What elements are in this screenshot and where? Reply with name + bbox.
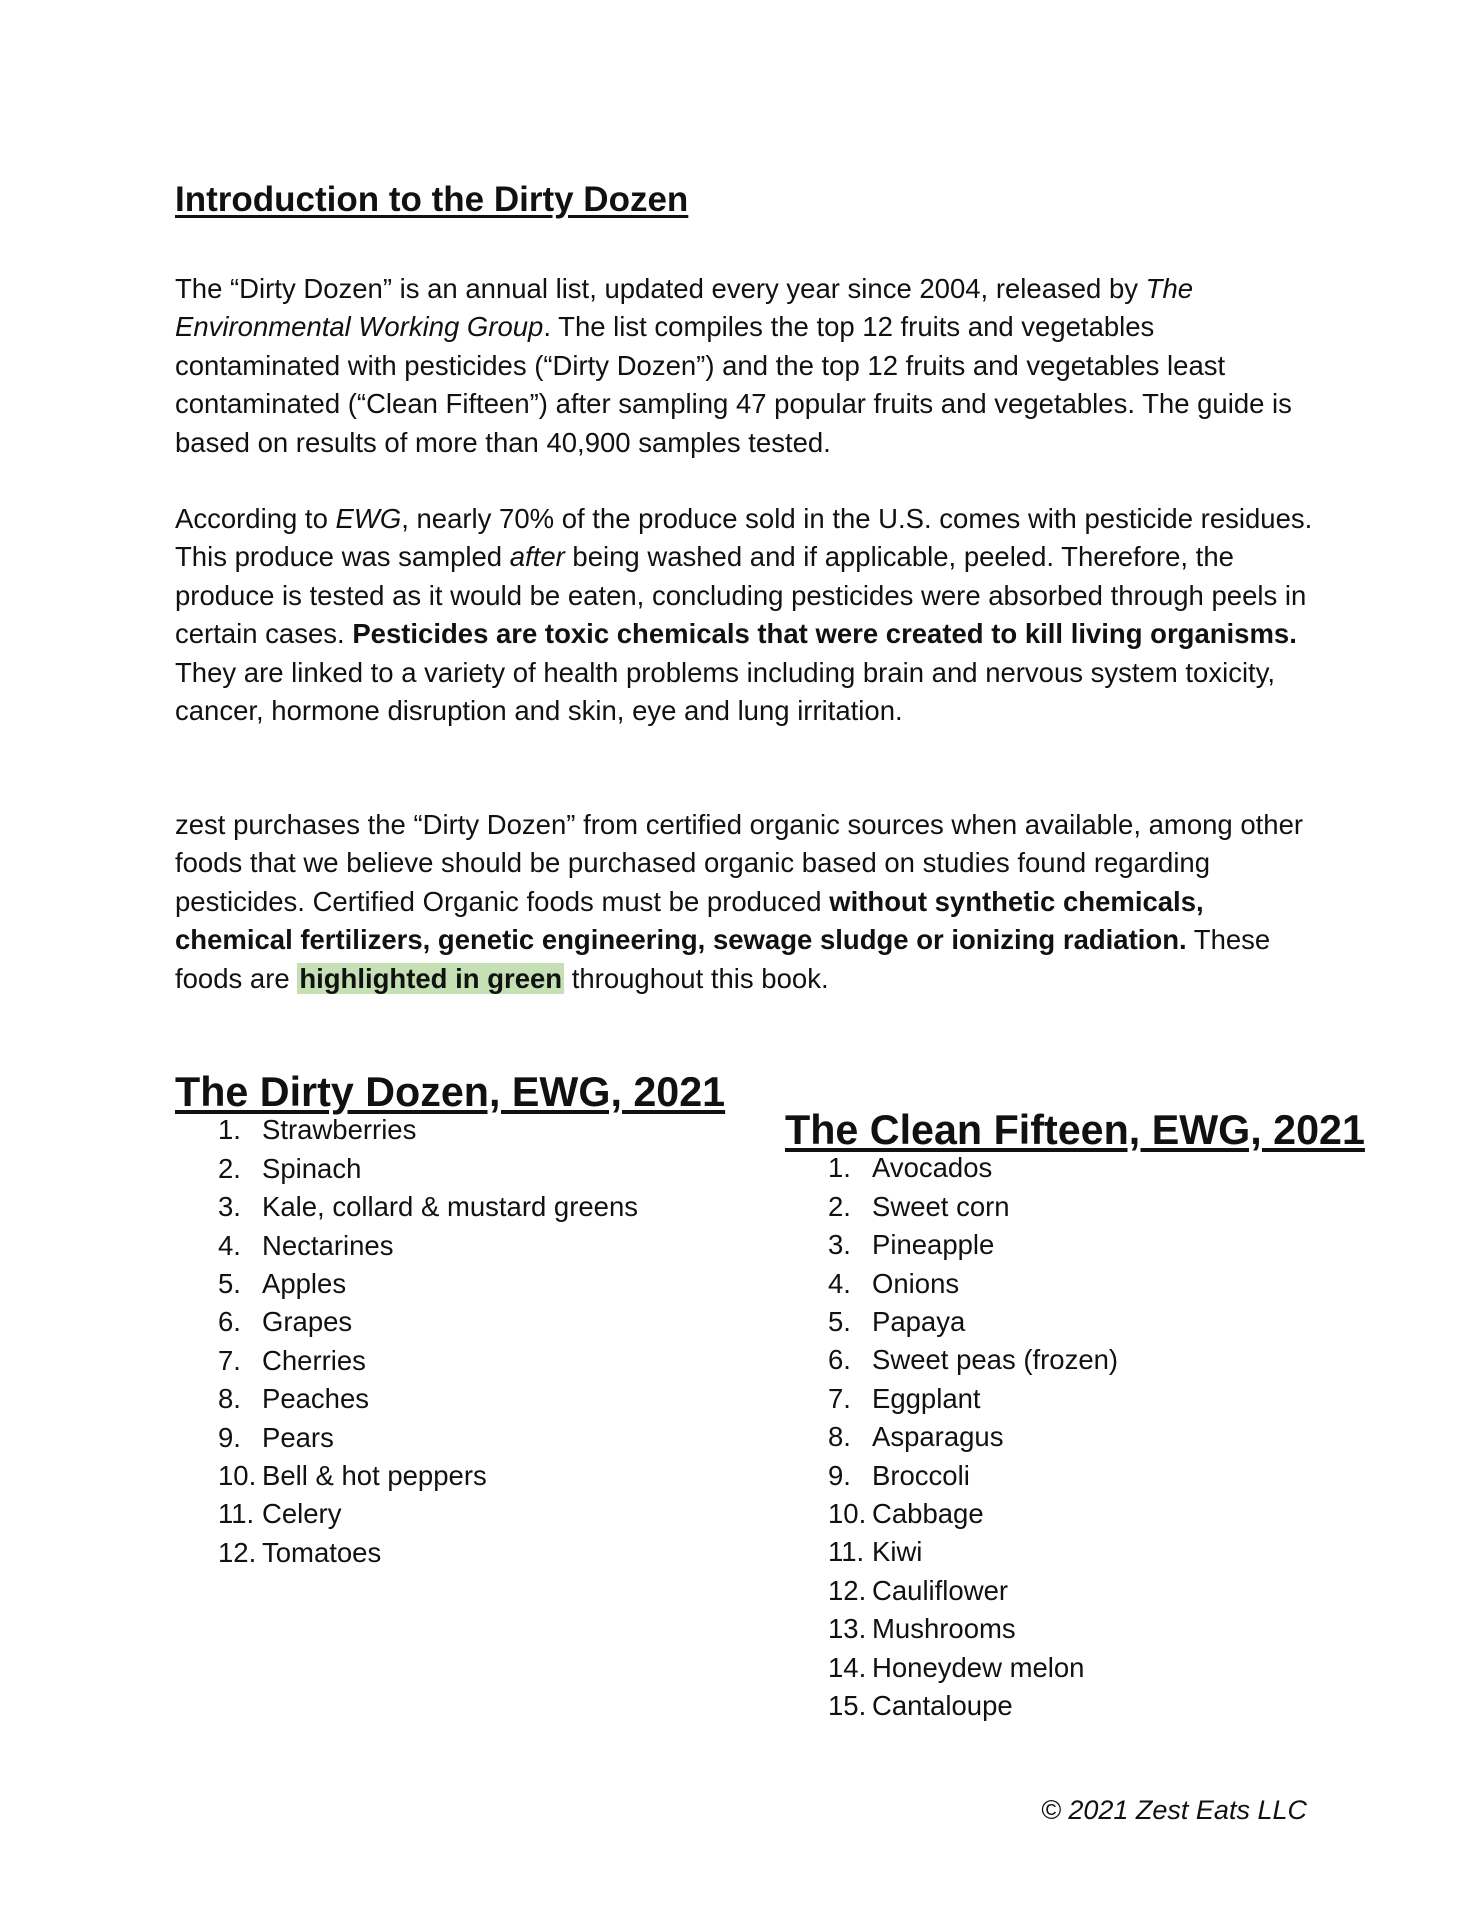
list-item-label: Apples	[262, 1268, 347, 1300]
text-segment: These foods are	[175, 924, 1271, 994]
list-item	[828, 1533, 1365, 1571]
list-item	[828, 1341, 1365, 1379]
list-item-label: Kiwi	[872, 1536, 923, 1568]
list-item-number: 2.	[218, 1152, 241, 1184]
intro-paragraph-2	[175, 500, 1325, 730]
text-segment: zest purchases the “Dirty Dozen” from certified organic sources when available, among other foods that we believe should be purchased organic based on studies found regarding pesticides. Certified Organic foods must be produced	[175, 809, 1304, 917]
list-item-number: 3.	[828, 1229, 851, 1261]
list-item	[828, 1418, 1365, 1456]
text-segment: According to	[175, 503, 336, 534]
list-item-number: 1.	[218, 1114, 241, 1146]
list-item-number: 4.	[218, 1229, 241, 1261]
list-item-label: Mushrooms	[872, 1613, 1016, 1645]
list-item-number: 9.	[828, 1459, 851, 1491]
list-item	[218, 1111, 725, 1149]
list-item-label: Spinach	[262, 1152, 362, 1184]
text-segment: They are linked to a variety of health problems including brain and nervous system toxicity, cancer, hormone disruption and skin, eye and lung irritation.	[175, 656, 1276, 727]
list-item	[218, 1342, 725, 1380]
list-item-number: 5.	[828, 1306, 851, 1338]
list-item-label: Pineapple	[872, 1229, 995, 1261]
text-segment: Pesticides are toxic chemicals that were created to kill living organisms.	[352, 618, 1297, 650]
list-item-number: 10.	[828, 1498, 867, 1530]
list-item-label: Tomatoes	[262, 1536, 382, 1568]
list-item-label: Asparagus	[872, 1421, 1004, 1453]
list-item-label: Cauliflower	[872, 1574, 1009, 1606]
list-item	[218, 1150, 725, 1188]
list-item-number: 12.	[828, 1574, 867, 1606]
text-segment: after	[509, 541, 565, 573]
list-item	[218, 1457, 725, 1495]
list-item-number: 11.	[218, 1498, 255, 1530]
text-segment: being washed and if applicable, peeled. Therefore, the produce is tested as it would be eaten, concluding pesticides were absorbed through peels in certain cases.	[175, 541, 1307, 650]
list-item-label: Papaya	[872, 1306, 966, 1338]
list-item-label: Onions	[872, 1267, 960, 1299]
text-segment: . The list compiles the top 12 fruits and vegetables contaminated with pesticides (“Dirty Dozen”) and the top 12 fruits and vegetables least contaminated (“Clean Fifteen”) after sampling 47 popular fruits and vegetables. The guide is based on results of more than 40,900 samples tested.	[175, 311, 1292, 458]
list-item	[828, 1303, 1365, 1341]
clean-fifteen-list	[785, 1149, 1365, 1725]
list-item	[828, 1649, 1365, 1687]
dirty-dozen-section	[175, 1069, 726, 1572]
list-item-number: 1.	[828, 1152, 851, 1184]
list-item-number: 14.	[828, 1651, 867, 1683]
list-item-number: 4.	[828, 1267, 851, 1299]
list-item-label: Kale, collard & mustard greens	[262, 1191, 639, 1223]
list-item-label: Sweet peas (frozen)	[872, 1344, 1119, 1376]
list-item-number: 7.	[828, 1382, 851, 1414]
list-item-number: 15.	[828, 1690, 867, 1722]
list-item-number: 13.	[828, 1613, 867, 1645]
list-item-number: 6.	[218, 1306, 241, 1338]
list-item	[828, 1495, 1365, 1533]
text-segment: , nearly 70% of the produce sold in the U.S. comes with pesticide residues. This produce was sampled	[175, 503, 1313, 573]
text-segment: The Environmental Working Group	[175, 273, 1194, 343]
list-item-label: Bell & hot peppers	[262, 1460, 487, 1492]
list-item-label: Celery	[262, 1498, 342, 1530]
list-item	[218, 1265, 725, 1303]
list-item	[828, 1226, 1365, 1264]
list-item-number: 11.	[828, 1536, 865, 1568]
list-item	[218, 1534, 725, 1572]
list-item-label: Nectarines	[262, 1229, 394, 1261]
list-item-number: 10.	[218, 1460, 257, 1492]
list-item	[218, 1227, 725, 1265]
list-item-label: Eggplant	[872, 1382, 981, 1414]
list-item	[218, 1419, 725, 1457]
clean-fifteen-heading: The Clean Fifteen, EWG, 2021	[785, 1107, 1365, 1153]
list-item	[828, 1687, 1365, 1725]
list-item-label: Cantaloupe	[872, 1690, 1013, 1722]
dirty-dozen-list	[175, 1111, 725, 1572]
list-item-number: 2.	[828, 1190, 851, 1222]
list-item-label: Grapes	[262, 1306, 353, 1338]
dirty-dozen-heading: The Dirty Dozen, EWG, 2021	[175, 1069, 726, 1115]
intro-paragraph-1	[175, 270, 1325, 462]
list-item	[218, 1188, 725, 1226]
clean-fifteen-section	[785, 1107, 1365, 1726]
list-item	[828, 1610, 1365, 1648]
highlighted-text: highlighted in green	[299, 962, 563, 994]
list-item-label: Honeydew melon	[872, 1651, 1085, 1683]
page-title: Introduction to the Dirty Dozen	[175, 180, 689, 219]
list-item-label: Cherries	[262, 1344, 366, 1376]
list-item-number: 9.	[218, 1421, 241, 1453]
list-item-number: 5.	[218, 1268, 241, 1300]
list-item	[828, 1149, 1365, 1187]
intro-paragraph-3	[175, 806, 1325, 998]
text-segment: EWG	[335, 503, 402, 534]
list-item-number: 7.	[218, 1344, 241, 1376]
list-item	[218, 1303, 725, 1341]
list-item-label: Pears	[262, 1421, 334, 1453]
list-item	[218, 1495, 725, 1533]
list-item	[828, 1572, 1365, 1610]
copyright-footer: © 2021 Zest Eats LLC	[1040, 1795, 1307, 1825]
list-item-label: Avocados	[872, 1152, 993, 1184]
text-segment: The “Dirty Dozen” is an annual list, updated every year since 2004, released by	[175, 273, 1146, 304]
list-item-label: Strawberries	[262, 1114, 417, 1146]
list-item	[828, 1457, 1365, 1495]
list-item-label: Peaches	[262, 1383, 370, 1415]
text-segment: throughout this book.	[564, 962, 829, 994]
list-item	[218, 1380, 725, 1418]
list-item-number: 12.	[218, 1536, 257, 1568]
list-item-label: Cabbage	[872, 1498, 984, 1530]
list-item	[828, 1265, 1365, 1303]
list-item-label: Broccoli	[872, 1459, 970, 1491]
list-item-label: Sweet corn	[872, 1190, 1010, 1222]
list-item	[828, 1188, 1365, 1226]
list-item-number: 6.	[828, 1344, 851, 1376]
list-item	[828, 1380, 1365, 1418]
list-item-number: 8.	[218, 1383, 241, 1415]
text-segment: without synthetic chemicals, chemical fertilizers, genetic engineering, sewage sludge or ionizing radiation.	[175, 885, 1204, 956]
list-item-number: 3.	[218, 1191, 241, 1223]
list-item-number: 8.	[828, 1421, 851, 1453]
